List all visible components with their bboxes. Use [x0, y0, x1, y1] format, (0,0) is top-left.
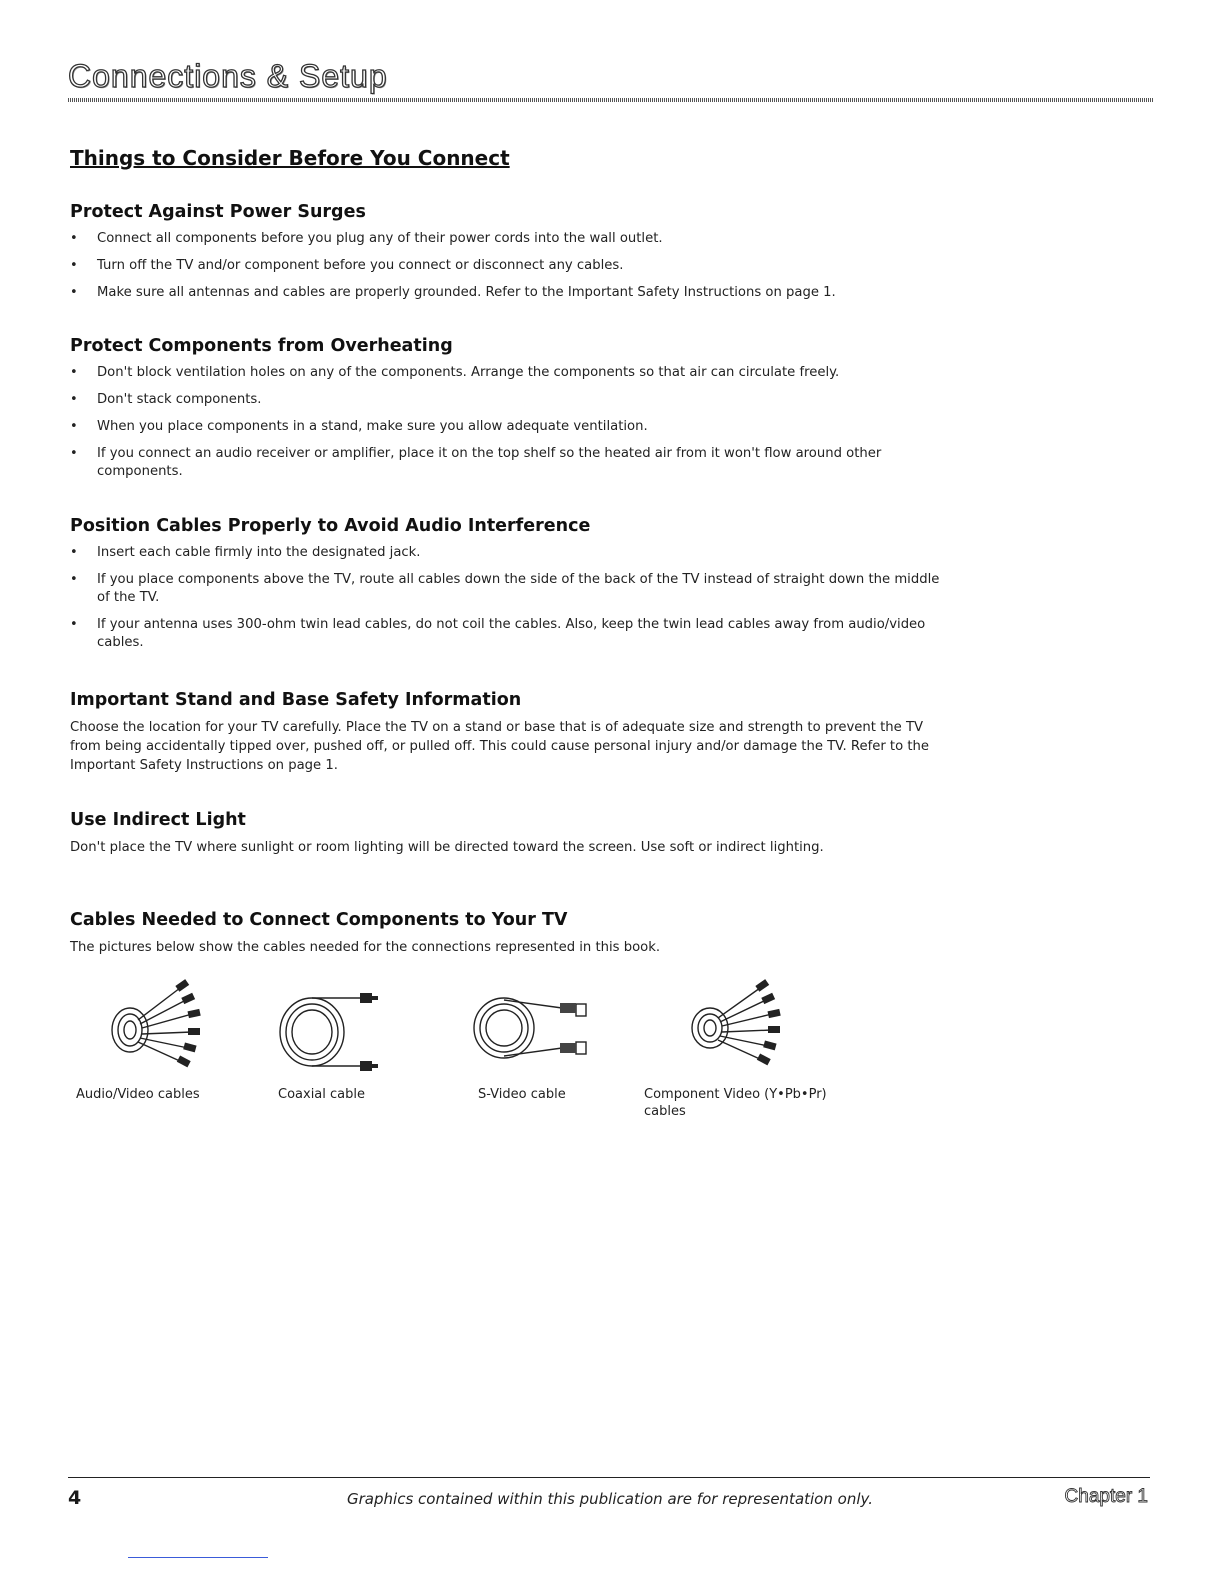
bullet-list [70, 364, 950, 481]
list-item-text: When you place components in a stand, make sure you allow adequate ventilation. [97, 419, 648, 434]
list-item [70, 445, 950, 481]
cable-caption [644, 1086, 827, 1120]
list-item-text: Connect all components before you plug any of their power cords into the wall outlet. [97, 231, 663, 246]
footer-divider [68, 1477, 1150, 1478]
block-heading: Important Stand and Base Safety Information [70, 690, 522, 710]
list-item [70, 364, 950, 382]
block-text: Choose the location for your TV carefully. Place the TV on a stand or base that is of adequate size and strength to prevent the TV from being accidentally tipped over, pushed off, or pulled off. This could cause personal injury and/or damage the TV. Refer to the Important Safety Instructions on page 1. [70, 720, 930, 773]
overheating-block [70, 336, 950, 490]
stand-safety-block [70, 690, 950, 775]
list-item [70, 284, 950, 302]
block-heading: Use Indirect Light [70, 810, 246, 830]
list-item [70, 391, 950, 409]
cable-caption: S-Video cable [478, 1087, 566, 1102]
audio-interference-block [70, 516, 950, 661]
list-item-text: If you connect an audio receiver or amplifier, place it on the top shelf so the heated air from it won't flow around other components. [97, 446, 882, 479]
list-item [70, 418, 950, 436]
block-heading: Position Cables Properly to Avoid Audio Interference [70, 516, 591, 536]
bullet-marker: • [70, 285, 78, 300]
list-item [70, 230, 950, 248]
coaxial-cable-figure [270, 982, 390, 1102]
list-item-text: Turn off the TV and/or component before you connect or disconnect any cables. [97, 258, 624, 273]
bullet-list [70, 544, 950, 652]
block-text: The pictures below show the cables needed for the connections represented in this book. [70, 940, 661, 955]
bullet-marker: • [70, 365, 78, 380]
list-item [70, 257, 950, 275]
chapter-label: Chapter 1 [1064, 1486, 1148, 1507]
list-item [70, 544, 950, 562]
block-heading: Protect Against Power Surges [70, 202, 366, 222]
bullet-marker: • [70, 419, 78, 434]
bullet-marker: • [70, 446, 78, 461]
bullet-marker: • [70, 258, 78, 273]
list-item-text: Don't block ventilation holes on any of the components. Arrange the components so that air can circulate freely. [97, 365, 840, 380]
list-item-text: Make sure all antennas and cables are properly grounded. Refer to the Important Safety Instructions on page 1. [97, 285, 836, 300]
list-item-text: Don't stack components. [97, 392, 262, 407]
cable-caption-line: cables [644, 1104, 686, 1119]
section-title: Things to Consider Before You Connect [70, 146, 510, 170]
coaxial-cable-icon [270, 982, 390, 1082]
component-video-cable-icon [680, 970, 790, 1080]
block-heading: Cables Needed to Connect Components to Your TV [70, 910, 568, 930]
cable-caption: Audio/Video cables [76, 1087, 200, 1102]
bullet-marker: • [70, 545, 78, 560]
block-text: Don't place the TV where sunlight or room lighting will be directed toward the screen. Use soft or indirect lighting. [70, 840, 824, 855]
bullet-marker: • [70, 231, 78, 246]
bullet-marker: • [70, 617, 78, 632]
bottom-link-underline [128, 1557, 268, 1558]
audio-video-cable-icon [100, 970, 210, 1080]
list-item [70, 616, 950, 652]
indirect-light-block [70, 810, 950, 857]
cable-gallery [70, 970, 970, 1140]
page-number: 4 [68, 1487, 82, 1509]
title-divider [68, 98, 1154, 102]
chapter-title: Connections & Setup [68, 58, 388, 94]
cable-caption: Coaxial cable [278, 1087, 365, 1102]
audio-video-cable-figure [76, 970, 210, 1102]
bullet-marker: • [70, 572, 78, 587]
footer-note: Graphics contained within this publication are for representation only. [347, 1490, 873, 1508]
s-video-cable-figure [466, 986, 596, 1102]
s-video-cable-icon [466, 986, 596, 1076]
bullet-list [70, 230, 950, 302]
cables-needed-block [70, 910, 950, 957]
list-item-text: If you place components above the TV, route all cables down the side of the back of the TV instead of straight down the middle of the TV. [97, 572, 940, 605]
list-item-text: If your antenna uses 300-ohm twin lead cables, do not coil the cables. Also, keep the twin lead cables away from audio/video cables. [97, 617, 926, 650]
component-video-cable-figure [644, 970, 827, 1119]
cable-caption-line: Component Video (Y•Pb•Pr) [644, 1087, 827, 1102]
block-heading: Protect Components from Overheating [70, 336, 453, 356]
bullet-marker: • [70, 392, 78, 407]
list-item-text: Insert each cable firmly into the designated jack. [97, 545, 421, 560]
power-surges-block [70, 202, 950, 311]
list-item [70, 571, 950, 607]
